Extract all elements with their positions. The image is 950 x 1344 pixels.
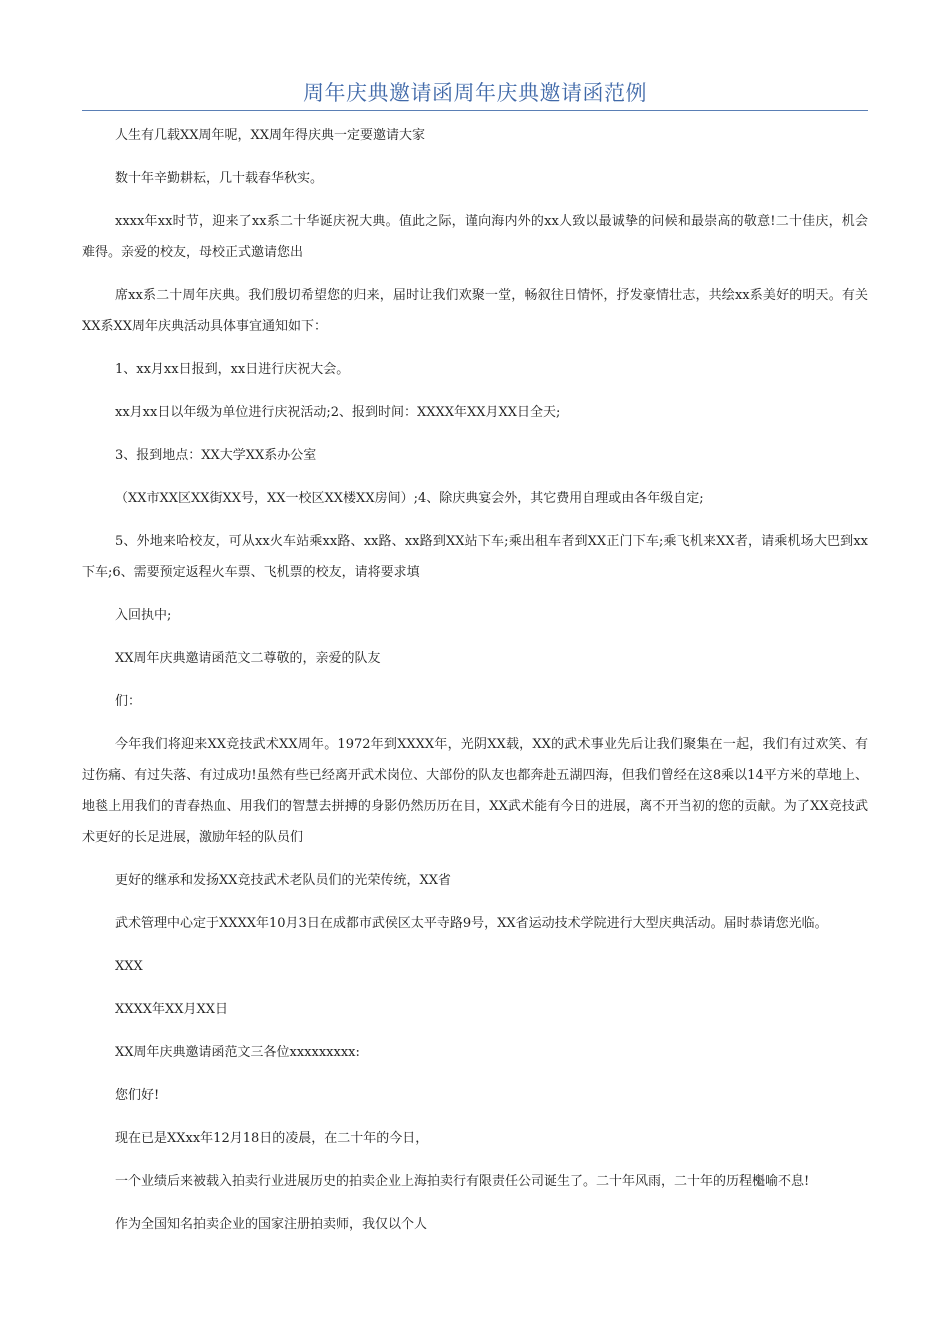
paragraph: 入回执中; bbox=[115, 608, 172, 623]
paragraph: 3、报到地点：XX大学XX系办公室 bbox=[115, 448, 317, 463]
paragraph: xx月xx日以年级为单位进行庆祝活动;2、报到时间：XXXX年XX月XX日全天; bbox=[115, 405, 561, 420]
paragraph: 数十年辛勤耕耘，几十载春华秋实。 bbox=[115, 171, 324, 186]
paragraph: XXX bbox=[115, 959, 143, 974]
paragraph: 一个业绩后来被载入拍卖行业进展历史的拍卖企业上海拍卖行有限责任公司诞生了。二十年风雨，二十年的历程櫆喻不息! bbox=[115, 1174, 810, 1189]
paragraph: 1、xx月xx日报到，xx日进行庆祝大会。 bbox=[115, 362, 350, 377]
paragraph: 您们好! bbox=[115, 1088, 160, 1103]
document-header bbox=[82, 78, 868, 111]
paragraph: 作为全国知名拍卖企业的国家注册拍卖师，我仅以个人 bbox=[115, 1217, 428, 1232]
paragraph: 人生有几载XX周年呢，XX周年得庆典一定要邀请大家 bbox=[115, 128, 426, 143]
paragraph: 更好的继承和发扬XX竞技武术老队员们的光荣传统，XX省 bbox=[115, 873, 452, 888]
paragraph: xxxx年xx时节，迎来了xx系二十华诞庆祝大典。值此之际，谨向海内外的xx人致以最诚挚的问候和最崇高的敬意!二十佳庆，机会难得。亲爱的校友，母校正式邀请您出 bbox=[82, 214, 868, 260]
paragraph: XX周年庆典邀请函范文三各位xxxxxxxxx: bbox=[115, 1045, 360, 1060]
paragraph: 现在已是XXxx年12月18日的凌晨，在二十年的今日， bbox=[115, 1131, 429, 1146]
paragraph: 武术管理中心定于XXXX年10月3日在成都市武侯区太平寺路9号，XX省运动技术学院进行大型庆典活动。届时恭请您光临。 bbox=[115, 916, 828, 931]
paragraph: 们： bbox=[115, 694, 142, 709]
document-title: 周年庆典邀请函周年庆典邀请函范例 bbox=[303, 81, 647, 105]
paragraph: 今年我们将迎来XX竞技武术XX周年。1972年到XXXX年，光阴XX载，XX的武术事业先后让我们聚集在一起，我们有过欢笑、有过伤痛、有过失落、有过成功!虽然有些已经离开武术岗位、大部份的队友也都奔赴五湖四海，但我们曾经在这8乘以14平方米的草地上、地毯上用我们的青春热血、用我们的智慧去拼搏的身影仍然历历在目，XX武术能有今日的进展，离不开当初的您的贡献。为了XX竞技武术更好的长足进展，激励年轻的队员们 bbox=[82, 737, 868, 845]
paragraph: 5、外地来哈校友，可从xx火车站乘xx路、xx路、xx路到XX站下车;乘出租车者到XX正门下车;乘飞机来XX者，请乘机场大巴到xx下车;6、需要预定返程火车票、飞机票的校友，请将要求填 bbox=[82, 534, 868, 580]
paragraph: XX周年庆典邀请函范文二尊敬的，亲爱的队友 bbox=[115, 651, 381, 666]
paragraph: 席xx系二十周年庆典。我们殷切希望您的归来，届时让我们欢聚一堂，畅叙往日情怀，抒发豪情壮志，共绘xx系美好的明天。有关XX系XX周年庆典活动具体事宜通知如下： bbox=[82, 288, 868, 334]
document-body bbox=[82, 120, 868, 1252]
paragraph: XXXX年XX月XX日 bbox=[115, 1002, 229, 1017]
paragraph: （XX市XX区XX街XX号，XX一校区XX楼XX房间）;4、除庆典宴会外，其它费用自理或由各年级自定; bbox=[115, 491, 704, 506]
